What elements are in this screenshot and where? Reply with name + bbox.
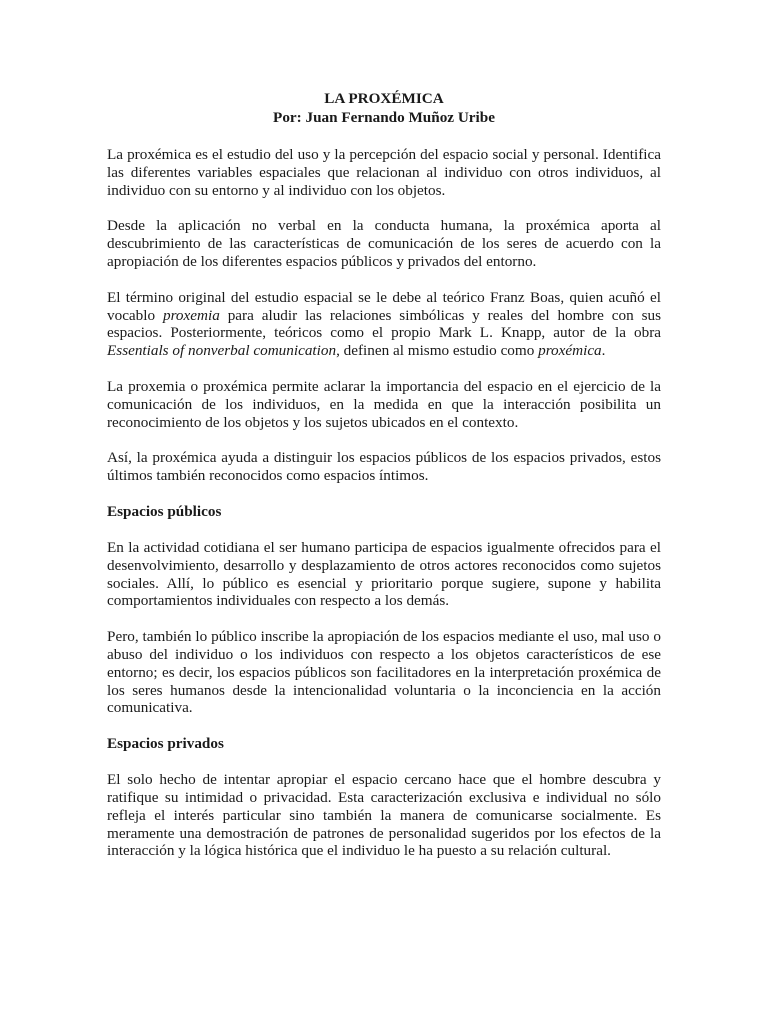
paragraph-3-italic-book-title: Essentials of nonverbal comunication [107,342,337,360]
paragraph-7: Pero, también lo público inscribe la apropiación de los espacios mediante el uso, mal uso o abuso del individuo o los individuos con respecto a los objetos característicos de ese entorno; es decir, los espacios públicos son facilitadores en la interpretación proxémica de los seres humanos desde la intencionalidad voluntaria o la inconciencia en la acción comunicativa. [107,628,661,717]
paragraph-3-italic-proxemica: proxémica [538,342,602,360]
paragraph-3 [107,289,661,360]
paragraph-1: La proxémica es el estudio del uso y la percepción del espacio social y personal. Identifica las diferentes variables espaciales que relacionan al individuo con otros individuos, al individuo con su entorno y al individuo con los objetos. [107,146,661,199]
paragraph-3-text-2: para aludir las relaciones simbólicas y reales del hombre con sus espacios. Posteriormente, teóricos como el propio Mark L. Knapp, autor de la obra [107,306,661,342]
paragraph-4: La proxemia o proxémica permite aclarar la importancia del espacio en el ejercicio de la comunicación de los individuos, en la medida en que la interacción posibilita un reconocimiento de los objetos y los sujetos ubicados en el contexto. [107,377,661,431]
heading-espacios-publicos: Espacios públicos [107,502,222,520]
heading-espacios-privados: Espacios privados [107,735,224,753]
paragraph-3-italic-proxemia: proxemia [162,306,220,324]
paragraph-3-text-4: . [601,342,606,360]
paragraph-2: Desde la aplicación no verbal en la conducta humana, la proxémica aporta al descubrimiento de las características de comunicación de los seres de acuerdo con la apropiación de los diferentes espacios públicos y privados del entorno. [107,217,661,270]
paragraph-6: En la actividad cotidiana el ser humano participa de espacios igualmente ofrecidos para el desenvolvimiento, desarrollo y desplazamiento de otros actores reconocidos como sujetos sociales. Allí, lo público es esencial y prioritario porque sugiere, supone y habilita comportamientos individuales con respecto a los demás. [107,538,661,610]
document-title: LA PROXÉMICA [324,90,444,107]
paragraph-3-text-3: , definen al mismo estudio como [336,342,539,360]
title-block [107,89,661,127]
paragraph-3-text-1: El término original del estudio espacial se le debe al teórico Franz Boas, quien acuñó el vocablo [107,288,661,324]
paragraph-5: Así, la proxémica ayuda a distinguir los espacios públicos de los espacios privados, estos últimos también reconocidos como espacios íntimos. [107,449,661,485]
paragraph-8: El solo hecho de intentar apropiar el espacio cercano hace que el hombre descubra y ratifique su intimidad o privacidad. Esta caracterización exclusiva e individual no sólo refleja el interés particular sino también la manera de comunicarse socialmente. Es meramente una demostración de patrones de personalidad sugeridos por los efectos de la interacción y la lógica histórica que el individuo le ha puesto a su relación cultural. [107,771,661,860]
document-page [107,89,661,878]
author-line: Por: Juan Fernando Muñoz Uribe [273,109,495,126]
